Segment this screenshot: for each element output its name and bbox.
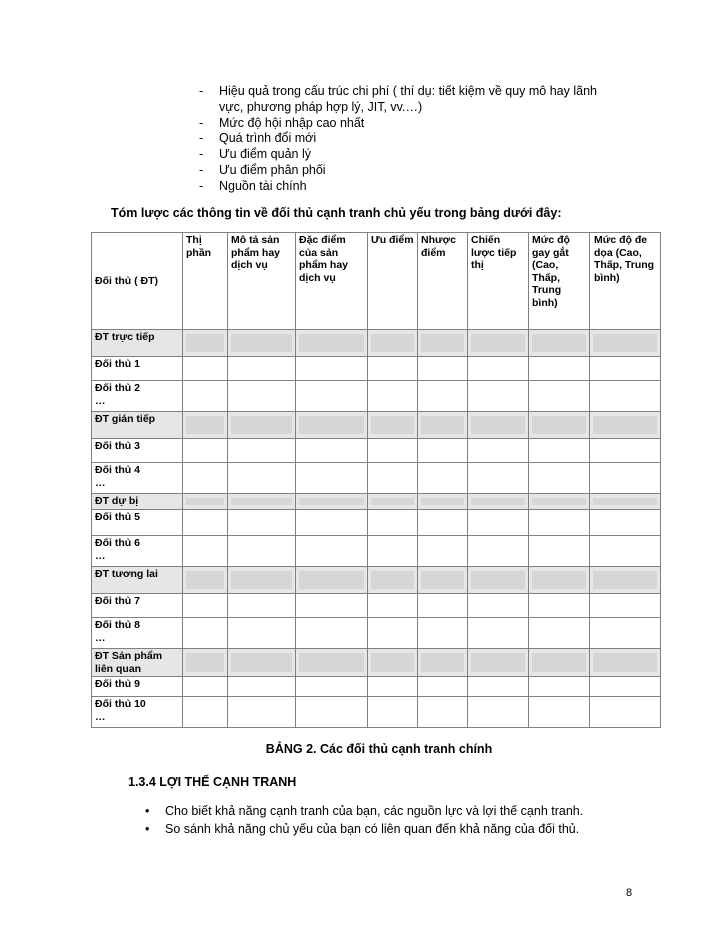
table-cell	[468, 330, 529, 357]
table-intro: Tóm lược các thông tin về đối thủ cạnh tranh chủ yếu trong bảng dưới đây:	[111, 206, 562, 220]
table-cell	[183, 536, 228, 567]
table-cell	[529, 649, 590, 677]
list-item: • So sánh khả năng chủ yếu của bạn có liên quan đến khả năng của đối thủ.	[145, 820, 583, 838]
row-label: Đối thủ 8 …	[92, 618, 183, 649]
table-group-row	[92, 649, 661, 677]
factor-list	[197, 84, 597, 195]
table-cell	[529, 330, 590, 357]
table-cell	[590, 618, 661, 649]
list-item-continuation: vực, phương pháp hợp lý, JIT, vv.…)	[219, 99, 423, 114]
table-cell	[590, 594, 661, 618]
table-cell	[529, 618, 590, 649]
table-cell	[418, 536, 468, 567]
column-header: Mức độ đe dọa (Cao, Thấp, Trung bình)	[590, 233, 661, 330]
table-cell	[418, 439, 468, 463]
table-cell	[183, 412, 228, 439]
list-item: - Mức độ hội nhập cao nhất	[197, 116, 597, 132]
table-row	[92, 697, 661, 728]
table-cell	[368, 677, 418, 697]
table-cell	[418, 330, 468, 357]
table-cell	[590, 697, 661, 728]
table-cell	[183, 697, 228, 728]
table-cell	[529, 439, 590, 463]
table-cell	[296, 463, 368, 494]
table-cell	[468, 357, 529, 381]
table-cell	[590, 357, 661, 381]
table-row	[92, 463, 661, 494]
table-cell	[368, 439, 418, 463]
table-cell	[228, 357, 296, 381]
table-cell	[418, 618, 468, 649]
row-label: ĐT gián tiếp	[92, 412, 183, 439]
table-cell	[368, 381, 418, 412]
table-cell	[368, 494, 418, 510]
table-cell	[368, 567, 418, 594]
table-cell	[590, 381, 661, 412]
table-cell	[529, 357, 590, 381]
table-cell	[183, 330, 228, 357]
table-group-row	[92, 412, 661, 439]
table-cell	[296, 381, 368, 412]
list-item: • Cho biết khả năng cạnh tranh của bạn, các nguồn lực và lợi thế cạnh tranh.	[145, 802, 583, 820]
table-cell	[529, 567, 590, 594]
row-label: ĐT dự bị	[92, 494, 183, 510]
table-cell	[418, 357, 468, 381]
table-cell	[418, 594, 468, 618]
table-cell	[296, 357, 368, 381]
column-header: Ưu điểm	[368, 233, 418, 330]
table-group-row	[92, 330, 661, 357]
row-label: Đối thủ 5	[92, 510, 183, 536]
table-cell	[418, 494, 468, 510]
table-cell	[368, 357, 418, 381]
table-header-row	[92, 233, 661, 330]
table-cell	[228, 330, 296, 357]
table-cell	[296, 594, 368, 618]
table-cell	[296, 494, 368, 510]
table-cell	[296, 510, 368, 536]
table-cell	[529, 677, 590, 697]
column-header: Mức độ gay gắt (Cao, Thấp, Trung bình)	[529, 233, 590, 330]
table-cell	[529, 381, 590, 412]
table-cell	[418, 381, 468, 412]
table-cell	[183, 494, 228, 510]
table-row	[92, 439, 661, 463]
page-number: 8	[626, 887, 633, 899]
table-cell	[368, 594, 418, 618]
table-cell	[468, 494, 529, 510]
row-label: ĐT tương lai	[92, 567, 183, 594]
table-cell	[183, 510, 228, 536]
table-cell	[529, 494, 590, 510]
table-cell	[228, 510, 296, 536]
table-cell	[590, 330, 661, 357]
table-cell	[468, 594, 529, 618]
table-caption: BẢNG 2. Các đối thủ cạnh tranh chính	[265, 742, 493, 756]
table-cell	[468, 677, 529, 697]
table-row	[92, 357, 661, 381]
column-header: Mô tả sản phẩm hay dịch vụ	[228, 233, 296, 330]
table-cell	[368, 330, 418, 357]
table-cell	[468, 439, 529, 463]
table-cell	[296, 567, 368, 594]
table-cell	[183, 649, 228, 677]
table-cell	[468, 618, 529, 649]
column-header: Nhược điểm	[418, 233, 468, 330]
table-cell	[468, 381, 529, 412]
table-cell	[418, 677, 468, 697]
list-item: - Ưu điểm quản lý	[197, 147, 597, 163]
table-cell	[228, 649, 296, 677]
bullet-list	[145, 802, 583, 838]
table-cell	[418, 567, 468, 594]
table-cell	[228, 381, 296, 412]
table-row	[92, 594, 661, 618]
table-cell	[296, 412, 368, 439]
table-cell	[590, 536, 661, 567]
table-cell	[468, 510, 529, 536]
table-cell	[183, 463, 228, 494]
column-header: Chiến lược tiếp thị	[468, 233, 529, 330]
section-heading: 1.3.4 LỢI THẾ CẠNH TRANH	[128, 775, 297, 789]
table-cell	[468, 536, 529, 567]
list-item: - Ưu điểm phân phối	[197, 163, 597, 179]
table-cell	[183, 439, 228, 463]
list-item: - Nguồn tài chính	[197, 179, 597, 195]
table-cell	[296, 330, 368, 357]
table-group-row	[92, 494, 661, 510]
table-cell	[228, 536, 296, 567]
row-label: Đối thủ 3	[92, 439, 183, 463]
table-cell	[228, 567, 296, 594]
table-cell	[296, 677, 368, 697]
table-cell	[228, 697, 296, 728]
table-cell	[296, 618, 368, 649]
table-cell	[529, 594, 590, 618]
table-cell	[418, 510, 468, 536]
table-cell	[590, 649, 661, 677]
competitor-table	[91, 232, 661, 728]
table-cell	[529, 463, 590, 494]
table-cell	[468, 463, 529, 494]
row-label: Đối thủ 2 …	[92, 381, 183, 412]
table-cell	[296, 697, 368, 728]
table-cell	[228, 439, 296, 463]
table-cell	[228, 463, 296, 494]
table-cell	[418, 649, 468, 677]
row-label: Đối thủ 6 …	[92, 536, 183, 567]
row-label: Đối thủ 4 …	[92, 463, 183, 494]
table-cell	[296, 439, 368, 463]
table-row	[92, 677, 661, 697]
table-cell	[183, 677, 228, 697]
table-cell	[183, 594, 228, 618]
table-cell	[590, 510, 661, 536]
table-cell	[529, 697, 590, 728]
table-cell	[228, 494, 296, 510]
table-cell	[183, 381, 228, 412]
table-row	[92, 381, 661, 412]
table-cell	[468, 567, 529, 594]
table-cell	[228, 618, 296, 649]
table-cell	[368, 618, 418, 649]
list-item: - Hiệu quả trong cấu trúc chi phí ( thí dụ: tiết kiệm về quy mô hay lãnh	[197, 84, 597, 100]
table-cell	[368, 463, 418, 494]
table-group-row	[92, 567, 661, 594]
table-row	[92, 618, 661, 649]
table-cell	[183, 567, 228, 594]
column-header: Thị phần	[183, 233, 228, 330]
table-cell	[418, 463, 468, 494]
table-cell	[529, 536, 590, 567]
column-header: Đặc điểm của sản phẩm hay dịch vụ	[296, 233, 368, 330]
table-cell	[590, 494, 661, 510]
table-cell	[590, 463, 661, 494]
column-header: Đối thủ ( ĐT)	[92, 233, 183, 330]
table-cell	[529, 510, 590, 536]
table-cell	[228, 594, 296, 618]
table-cell	[468, 697, 529, 728]
table-cell	[590, 567, 661, 594]
table-cell	[296, 536, 368, 567]
table-cell	[468, 412, 529, 439]
table-cell	[418, 412, 468, 439]
table-cell	[529, 412, 590, 439]
list-item: - Quá trình đổi mới	[197, 131, 597, 147]
row-label: Đối thủ 7	[92, 594, 183, 618]
row-label: Đối thủ 10 …	[92, 697, 183, 728]
table-cell	[418, 697, 468, 728]
table-cell	[296, 649, 368, 677]
table-cell	[368, 697, 418, 728]
table-cell	[228, 677, 296, 697]
table-cell	[183, 618, 228, 649]
table-cell	[228, 412, 296, 439]
row-label: ĐT trực tiếp	[92, 330, 183, 357]
row-label: Đối thủ 9	[92, 677, 183, 697]
table-cell	[590, 677, 661, 697]
row-label: Đối thủ 1	[92, 357, 183, 381]
table-cell	[368, 412, 418, 439]
table-row	[92, 510, 661, 536]
table-cell	[590, 412, 661, 439]
table-cell	[183, 357, 228, 381]
row-label: ĐT Sản phẩm liên quan	[92, 649, 183, 677]
table-cell	[368, 649, 418, 677]
table-cell	[468, 649, 529, 677]
table-row	[92, 536, 661, 567]
table-cell	[368, 536, 418, 567]
table-cell	[368, 510, 418, 536]
table-cell	[590, 439, 661, 463]
